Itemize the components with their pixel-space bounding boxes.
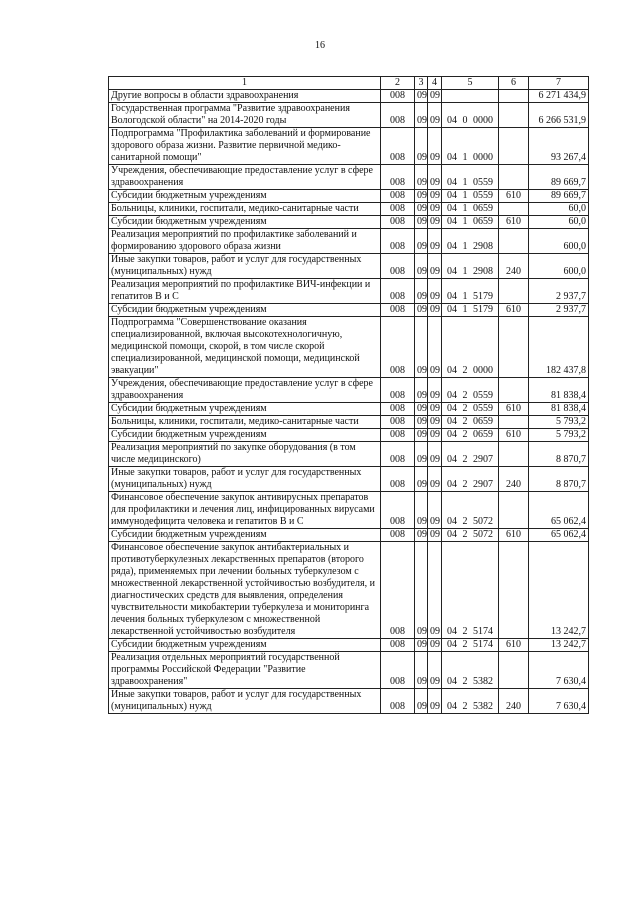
row-admin-code: 008 <box>381 442 415 467</box>
row-target-article <box>442 442 499 467</box>
table-row <box>109 639 589 652</box>
header-cell: 3 <box>415 77 428 90</box>
target-article-code <box>444 429 496 441</box>
row-expense-type <box>499 416 529 429</box>
row-name: Другие вопросы в области здравоохранения <box>109 90 381 103</box>
header-cell: 4 <box>428 77 442 90</box>
table-row <box>109 279 589 304</box>
target-article-code <box>444 177 496 189</box>
table-row <box>109 317 589 378</box>
target-article-part: 2 <box>462 701 468 712</box>
row-expense-type <box>499 378 529 403</box>
target-article-part: 2907 <box>473 479 493 490</box>
row-name: Реализация мероприятий по закупке оборудования (в том числе медицинского) <box>109 442 381 467</box>
table-row <box>109 492 589 529</box>
row-name: Учреждения, обеспечивающие предоставление услуг в сфере здравоохранения <box>109 378 381 403</box>
row-subsection-code: 09 <box>428 403 442 416</box>
row-expense-type <box>499 317 529 378</box>
row-amount: 93 267,4 <box>529 128 589 165</box>
row-amount: 89 669,7 <box>529 165 589 190</box>
target-article-part: 2 <box>462 479 468 490</box>
row-name: Больницы, клиники, госпитали, медико-санитарные части <box>109 416 381 429</box>
budget-table <box>108 76 589 714</box>
row-amount: 81 838,4 <box>529 378 589 403</box>
row-target-article <box>442 639 499 652</box>
table-row <box>109 103 589 128</box>
row-subsection-code: 09 <box>428 190 442 203</box>
row-expense-type: 610 <box>499 216 529 229</box>
row-section-code: 09 <box>415 416 428 429</box>
target-article-part: 1 <box>462 304 468 315</box>
row-subsection-code: 09 <box>428 254 442 279</box>
target-article-part: 04 <box>447 241 457 252</box>
row-name: Иные закупки товаров, работ и услуг для государственных (муниципальных) нужд <box>109 467 381 492</box>
target-article-code <box>444 403 496 415</box>
row-admin-code: 008 <box>381 416 415 429</box>
target-article-part: 1 <box>462 291 468 302</box>
row-expense-type <box>499 229 529 254</box>
row-amount: 7 630,4 <box>529 652 589 689</box>
target-article-part: 04 <box>447 516 457 527</box>
row-subsection-code: 09 <box>428 317 442 378</box>
target-article-part: 1 <box>462 203 468 214</box>
row-subsection-code: 09 <box>428 652 442 689</box>
row-expense-type <box>499 165 529 190</box>
row-admin-code: 008 <box>381 403 415 416</box>
row-section-code: 09 <box>415 403 428 416</box>
target-article-code <box>444 626 496 638</box>
row-expense-type: 610 <box>499 529 529 542</box>
target-article-part: 5179 <box>473 304 493 315</box>
row-section-code: 09 <box>415 190 428 203</box>
row-name: Иные закупки товаров, работ и услуг для государственных (муниципальных) нужд <box>109 689 381 714</box>
row-admin-code: 008 <box>381 429 415 442</box>
row-target-article <box>442 229 499 254</box>
row-expense-type <box>499 90 529 103</box>
row-target-article <box>442 467 499 492</box>
row-amount: 60,0 <box>529 216 589 229</box>
target-article-part: 1 <box>462 266 468 277</box>
target-article-part: 04 <box>447 266 457 277</box>
target-article-part: 0659 <box>473 429 493 440</box>
row-expense-type <box>499 128 529 165</box>
target-article-part: 04 <box>447 177 457 188</box>
row-amount: 6 266 531,9 <box>529 103 589 128</box>
row-name: Субсидии бюджетным учреждениям <box>109 304 381 317</box>
row-admin-code: 008 <box>381 467 415 492</box>
row-admin-code: 008 <box>381 529 415 542</box>
target-article-part: 0000 <box>473 152 493 163</box>
target-article-part: 2 <box>462 429 468 440</box>
row-name: Субсидии бюджетным учреждениям <box>109 529 381 542</box>
target-article-part: 1 <box>462 241 468 252</box>
table-row <box>109 254 589 279</box>
target-article-part: 04 <box>447 479 457 490</box>
row-amount: 89 669,7 <box>529 190 589 203</box>
target-article-part: 2 <box>462 516 468 527</box>
target-article-part: 2 <box>462 403 468 414</box>
row-expense-type: 240 <box>499 689 529 714</box>
row-subsection-code: 09 <box>428 416 442 429</box>
target-article-part: 5382 <box>473 676 493 687</box>
row-target-article <box>442 542 499 639</box>
target-article-part: 2 <box>462 365 468 376</box>
target-article-code <box>444 152 496 164</box>
row-subsection-code: 09 <box>428 378 442 403</box>
row-name: Субсидии бюджетным учреждениям <box>109 190 381 203</box>
target-article-part: 2908 <box>473 266 493 277</box>
target-article-code <box>444 454 496 466</box>
row-name: Финансовое обеспечение закупок антибактериальных и противотуберкулезных лекарственных препаратов (второго ряда), применяемых при лечении больных туберкулезом с множественной лекарственной устойчивостью возбудителя, и диагностических средств для выявления, определения чувствительности микобактерии туберкулеза и мониторинга лечения больных туберкулезом с множественной лекарственной устойчивостью возбудителя <box>109 542 381 639</box>
target-article-part: 2 <box>462 529 468 540</box>
row-target-article <box>442 492 499 529</box>
row-section-code: 09 <box>415 467 428 492</box>
row-subsection-code: 09 <box>428 90 442 103</box>
header-row <box>109 77 589 90</box>
row-subsection-code: 09 <box>428 529 442 542</box>
target-article-part: 04 <box>447 701 457 712</box>
row-amount: 8 870,7 <box>529 467 589 492</box>
row-expense-type <box>499 492 529 529</box>
row-target-article <box>442 403 499 416</box>
row-amount: 600,0 <box>529 254 589 279</box>
row-amount: 13 242,7 <box>529 639 589 652</box>
target-article-part: 04 <box>447 529 457 540</box>
target-article-part: 04 <box>447 365 457 376</box>
row-section-code: 09 <box>415 652 428 689</box>
target-article-part: 0559 <box>473 403 493 414</box>
row-target-article <box>442 652 499 689</box>
row-section-code: 09 <box>415 203 428 216</box>
table-row <box>109 442 589 467</box>
row-subsection-code: 09 <box>428 128 442 165</box>
target-article-part: 5072 <box>473 516 493 527</box>
target-article-part: 2 <box>462 626 468 637</box>
row-name: Иные закупки товаров, работ и услуг для государственных (муниципальных) нужд <box>109 254 381 279</box>
row-section-code: 09 <box>415 128 428 165</box>
row-target-article <box>442 689 499 714</box>
row-target-article <box>442 216 499 229</box>
target-article-part: 04 <box>447 454 457 465</box>
row-target-article <box>442 190 499 203</box>
target-article-part: 2907 <box>473 454 493 465</box>
table-row <box>109 190 589 203</box>
target-article-code <box>444 390 496 402</box>
target-article-code <box>444 676 496 688</box>
row-admin-code: 008 <box>381 165 415 190</box>
row-expense-type <box>499 542 529 639</box>
row-section-code: 09 <box>415 442 428 467</box>
row-expense-type <box>499 103 529 128</box>
row-amount: 65 062,4 <box>529 492 589 529</box>
row-target-article <box>442 429 499 442</box>
target-article-part: 04 <box>447 676 457 687</box>
row-subsection-code: 09 <box>428 689 442 714</box>
row-expense-type <box>499 279 529 304</box>
row-name: Реализация мероприятий по профилактике заболеваний и формированию здорового образа жизни <box>109 229 381 254</box>
row-name: Учреждения, обеспечивающие предоставление услуг в сфере здравоохранения <box>109 165 381 190</box>
row-expense-type: 610 <box>499 639 529 652</box>
row-amount: 5 793,2 <box>529 416 589 429</box>
row-name: Реализация отдельных мероприятий государственной программы Российской Федерации "Развитие здравоохранения" <box>109 652 381 689</box>
row-name: Субсидии бюджетным учреждениям <box>109 429 381 442</box>
table-row <box>109 229 589 254</box>
target-article-part: 04 <box>447 416 457 427</box>
target-article-part: 0 <box>462 115 468 126</box>
header-cell: 1 <box>109 77 381 90</box>
row-name: Реализация мероприятий по профилактике ВИЧ-инфекции и гепатитов В и С <box>109 279 381 304</box>
target-article-part: 1 <box>462 190 468 201</box>
row-section-code: 09 <box>415 429 428 442</box>
target-article-part: 04 <box>447 403 457 414</box>
row-section-code: 09 <box>415 279 428 304</box>
table-row <box>109 216 589 229</box>
row-subsection-code: 09 <box>428 442 442 467</box>
target-article-part: 04 <box>447 152 457 163</box>
target-article-part: 1 <box>462 216 468 227</box>
table-row <box>109 90 589 103</box>
target-article-part: 04 <box>447 639 457 650</box>
table-row <box>109 429 589 442</box>
row-name: Подпрограмма "Профилактика заболеваний и формирование здорового образа жизни. Развитие первичной медико-санитарной помощи" <box>109 128 381 165</box>
row-admin-code: 008 <box>381 203 415 216</box>
row-expense-type <box>499 203 529 216</box>
table-row <box>109 304 589 317</box>
row-section-code: 09 <box>415 304 428 317</box>
row-subsection-code: 09 <box>428 103 442 128</box>
row-target-article <box>442 304 499 317</box>
target-article-part: 2 <box>462 454 468 465</box>
target-article-code <box>444 291 496 303</box>
target-article-part: 2 <box>462 416 468 427</box>
target-article-part: 0559 <box>473 177 493 188</box>
target-article-code <box>444 479 496 491</box>
table-row <box>109 416 589 429</box>
target-article-code <box>444 416 496 428</box>
target-article-part: 2 <box>462 390 468 401</box>
target-article-code <box>444 216 496 228</box>
target-article-code <box>444 639 496 651</box>
target-article-code <box>444 304 496 316</box>
row-target-article <box>442 416 499 429</box>
target-article-part: 5072 <box>473 529 493 540</box>
row-target-article <box>442 203 499 216</box>
row-subsection-code: 09 <box>428 542 442 639</box>
target-article-part: 5174 <box>473 639 493 650</box>
table-row <box>109 378 589 403</box>
target-article-part: 0559 <box>473 190 493 201</box>
row-section-code: 09 <box>415 216 428 229</box>
row-target-article <box>442 103 499 128</box>
row-expense-type: 610 <box>499 429 529 442</box>
row-admin-code: 008 <box>381 542 415 639</box>
row-admin-code: 008 <box>381 190 415 203</box>
row-target-article <box>442 317 499 378</box>
row-subsection-code: 09 <box>428 492 442 529</box>
row-section-code: 09 <box>415 254 428 279</box>
target-article-part: 04 <box>447 115 457 126</box>
row-section-code: 09 <box>415 542 428 639</box>
row-expense-type <box>499 652 529 689</box>
row-section-code: 09 <box>415 689 428 714</box>
table-row <box>109 652 589 689</box>
row-target-article <box>442 254 499 279</box>
table-row <box>109 689 589 714</box>
row-section-code: 09 <box>415 639 428 652</box>
target-article-part: 5174 <box>473 626 493 637</box>
row-amount: 600,0 <box>529 229 589 254</box>
row-expense-type: 610 <box>499 403 529 416</box>
row-admin-code: 008 <box>381 254 415 279</box>
row-expense-type: 240 <box>499 254 529 279</box>
row-section-code: 09 <box>415 165 428 190</box>
row-section-code: 09 <box>415 229 428 254</box>
row-subsection-code: 09 <box>428 229 442 254</box>
row-amount: 6 271 434,9 <box>529 90 589 103</box>
row-target-article <box>442 279 499 304</box>
row-expense-type: 240 <box>499 467 529 492</box>
target-article-part: 2 <box>462 639 468 650</box>
row-subsection-code: 09 <box>428 467 442 492</box>
row-name: Финансовое обеспечение закупок антивирусных препаратов для профилактики и лечения лиц, инфицированных вирусами иммунодефицита человека и гепатитов В и С <box>109 492 381 529</box>
target-article-part: 04 <box>447 304 457 315</box>
target-article-part: 04 <box>447 190 457 201</box>
row-amount: 5 793,2 <box>529 429 589 442</box>
table-row <box>109 128 589 165</box>
row-amount: 60,0 <box>529 203 589 216</box>
target-article-part: 1 <box>462 152 468 163</box>
row-name: Субсидии бюджетным учреждениям <box>109 639 381 652</box>
row-amount: 7 630,4 <box>529 689 589 714</box>
row-amount: 13 242,7 <box>529 542 589 639</box>
target-article-code <box>444 516 496 528</box>
table-row <box>109 403 589 416</box>
target-article-code <box>444 203 496 215</box>
table-row <box>109 529 589 542</box>
target-article-part: 0659 <box>473 416 493 427</box>
row-amount: 182 437,8 <box>529 317 589 378</box>
target-article-part: 04 <box>447 626 457 637</box>
row-admin-code: 008 <box>381 639 415 652</box>
target-article-part: 2908 <box>473 241 493 252</box>
target-article-part: 04 <box>447 291 457 302</box>
row-admin-code: 008 <box>381 103 415 128</box>
target-article-code <box>444 266 496 278</box>
row-admin-code: 008 <box>381 652 415 689</box>
row-name: Государственная программа "Развитие здравоохранения Вологодской области" на 2014-2020 годы <box>109 103 381 128</box>
target-article-part: 04 <box>447 390 457 401</box>
target-article-code <box>444 365 496 377</box>
row-admin-code: 008 <box>381 229 415 254</box>
row-section-code: 09 <box>415 103 428 128</box>
target-article-part: 04 <box>447 216 457 227</box>
row-amount: 8 870,7 <box>529 442 589 467</box>
row-target-article <box>442 529 499 542</box>
row-section-code: 09 <box>415 529 428 542</box>
row-admin-code: 008 <box>381 317 415 378</box>
row-admin-code: 008 <box>381 378 415 403</box>
row-amount: 65 062,4 <box>529 529 589 542</box>
row-admin-code: 008 <box>381 128 415 165</box>
row-target-article <box>442 90 499 103</box>
target-article-code <box>444 190 496 202</box>
row-subsection-code: 09 <box>428 304 442 317</box>
row-amount: 2 937,7 <box>529 279 589 304</box>
row-amount: 2 937,7 <box>529 304 589 317</box>
row-target-article <box>442 378 499 403</box>
row-subsection-code: 09 <box>428 165 442 190</box>
table-row <box>109 165 589 190</box>
row-amount: 81 838,4 <box>529 403 589 416</box>
row-admin-code: 008 <box>381 304 415 317</box>
target-article-part: 0000 <box>473 115 493 126</box>
target-article-code <box>444 701 496 713</box>
row-section-code: 09 <box>415 492 428 529</box>
row-name: Больницы, клиники, госпитали, медико-санитарные части <box>109 203 381 216</box>
target-article-part: 5179 <box>473 291 493 302</box>
row-subsection-code: 09 <box>428 279 442 304</box>
row-expense-type <box>499 442 529 467</box>
row-section-code: 09 <box>415 90 428 103</box>
row-section-code: 09 <box>415 378 428 403</box>
row-admin-code: 008 <box>381 279 415 304</box>
row-expense-type: 610 <box>499 304 529 317</box>
target-article-part: 2 <box>462 676 468 687</box>
header-cell: 5 <box>442 77 499 90</box>
target-article-part: 04 <box>447 429 457 440</box>
target-article-code <box>444 115 496 127</box>
target-article-part: 0659 <box>473 216 493 227</box>
table-row <box>109 542 589 639</box>
row-name: Субсидии бюджетным учреждениям <box>109 403 381 416</box>
row-name: Субсидии бюджетным учреждениям <box>109 216 381 229</box>
target-article-code <box>444 241 496 253</box>
target-article-part: 0559 <box>473 390 493 401</box>
row-name: Подпрограмма "Совершенствование оказания специализированной, включая высокотехнологичную, медицинской помощи, скорой, в том числе скорой специализированной, медицинской помощи, медицинской эвакуации" <box>109 317 381 378</box>
row-subsection-code: 09 <box>428 429 442 442</box>
row-subsection-code: 09 <box>428 203 442 216</box>
table-row <box>109 467 589 492</box>
row-admin-code: 008 <box>381 90 415 103</box>
row-expense-type: 610 <box>499 190 529 203</box>
header-cell: 2 <box>381 77 415 90</box>
row-admin-code: 008 <box>381 216 415 229</box>
header-cell: 6 <box>499 77 529 90</box>
row-target-article <box>442 165 499 190</box>
row-section-code: 09 <box>415 317 428 378</box>
table-row <box>109 203 589 216</box>
page-number: 16 <box>315 40 325 51</box>
row-target-article <box>442 128 499 165</box>
row-subsection-code: 09 <box>428 216 442 229</box>
target-article-part: 0000 <box>473 365 493 376</box>
row-admin-code: 008 <box>381 492 415 529</box>
header-cell: 7 <box>529 77 589 90</box>
row-subsection-code: 09 <box>428 639 442 652</box>
target-article-part: 04 <box>447 203 457 214</box>
target-article-part: 5382 <box>473 701 493 712</box>
target-article-code <box>444 529 496 541</box>
target-article-part: 0659 <box>473 203 493 214</box>
target-article-part: 1 <box>462 177 468 188</box>
row-admin-code: 008 <box>381 689 415 714</box>
